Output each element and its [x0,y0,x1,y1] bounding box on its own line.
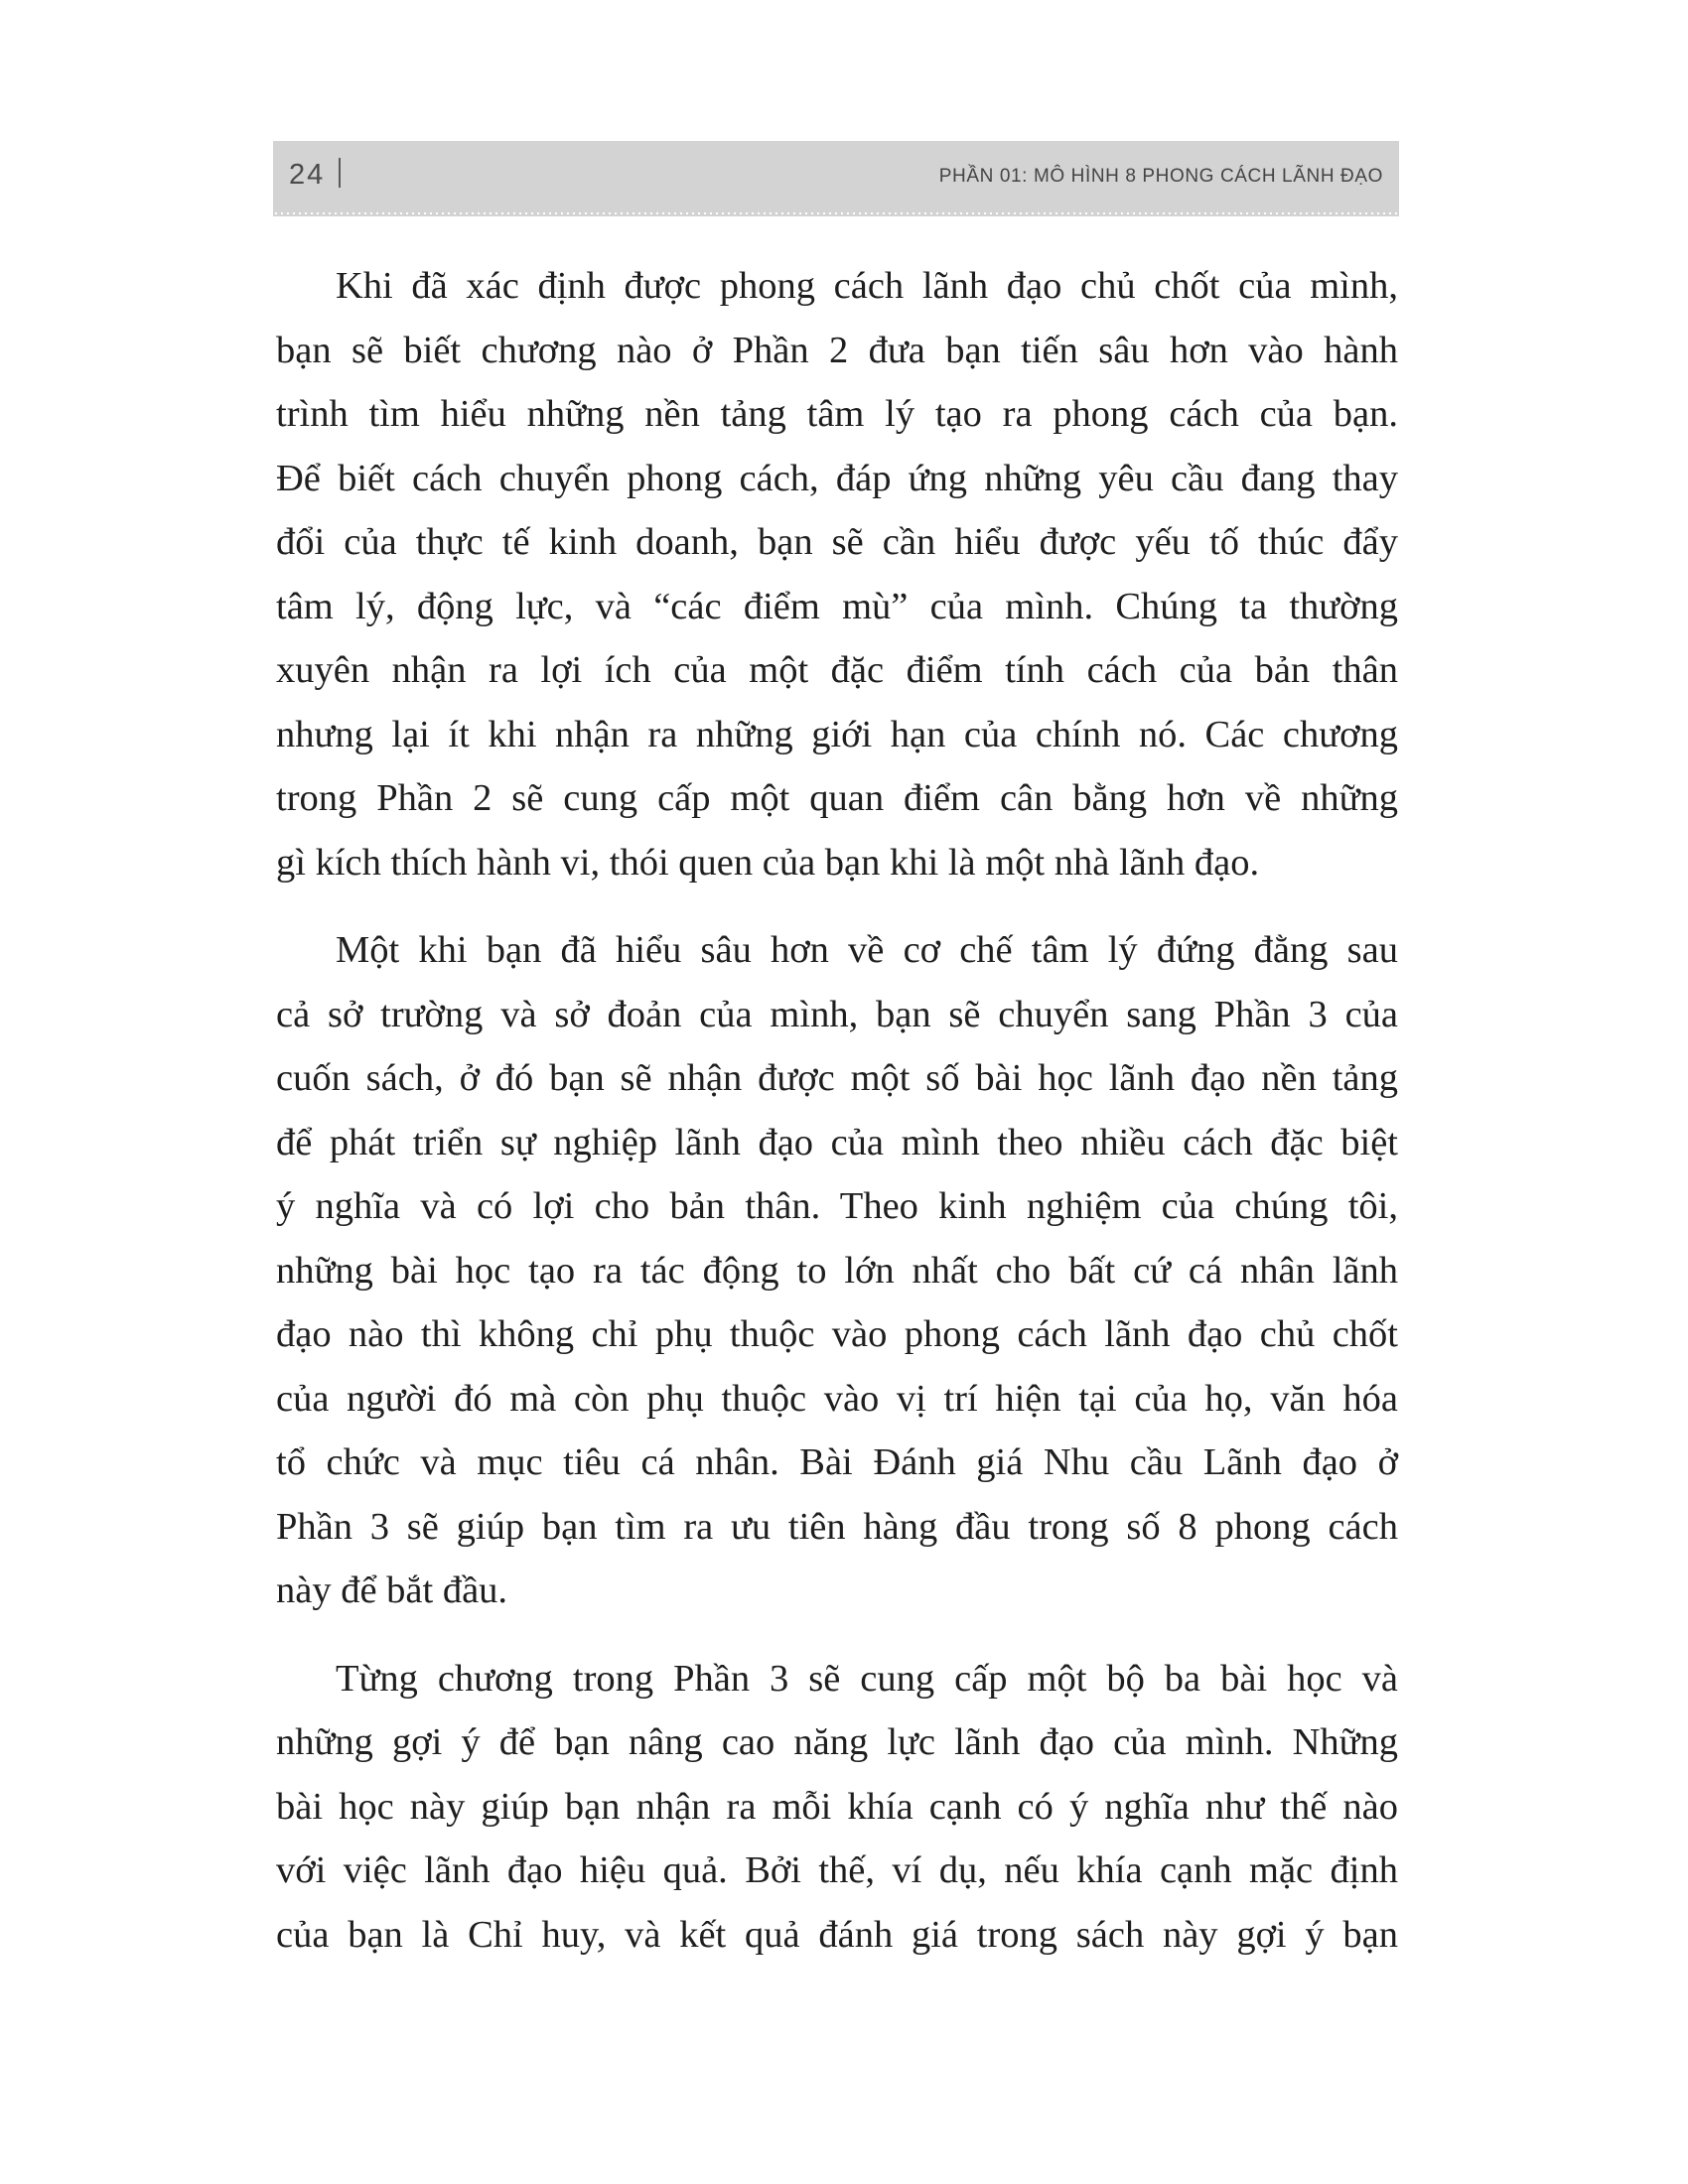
text-line: Để biết cách chuyển phong cách, đáp ứng những yêu cầu đang thay [276,457,1398,499]
text-line: cả sở trường và sở đoản của mình, bạn sẽ chuyển sang Phần 3 của [276,993,1398,1035]
text-line: gì kích thích hành vi, thói quen của bạn khi là một nhà lãnh đạo. [276,841,1260,884]
text-line: đạo nào thì không chỉ phụ thuộc vào phong cách lãnh đạo chủ chốt [276,1313,1398,1355]
text-line: với việc lãnh đạo hiệu quả. Bởi thế, ví dụ, nếu khía cạnh mặc định [276,1849,1398,1891]
text-line: bạn sẽ biết chương nào ở Phần 2 đưa bạn tiến sâu hơn vào hành [276,329,1398,371]
text-line: Từng chương trong Phần 3 sẽ cung cấp một bộ ba bài học và [336,1657,1398,1700]
running-header [273,141,1399,216]
paragraph-2 [276,918,1398,1623]
header-divider [339,158,341,188]
paragraph-1 [276,254,1398,894]
text-line: xuyên nhận ra lợi ích của một đặc điểm tính cách của bản thân [276,649,1398,691]
text-line: cuốn sách, ở đó bạn sẽ nhận được một số bài học lãnh đạo nền tảng [276,1057,1398,1099]
body-text [276,254,1398,1990]
text-line: của người đó mà còn phụ thuộc vào vị trí hiện tại của họ, văn hóa [276,1377,1398,1420]
page-number: 24 [289,159,326,191]
text-line: Phần 3 sẽ giúp bạn tìm ra ưu tiên hàng đầu trong số 8 phong cách [276,1505,1398,1548]
text-line: này để bắt đầu. [276,1570,508,1611]
paragraph-3 [276,1647,1398,1968]
text-line: ý nghĩa và có lợi cho bản thân. Theo kinh nghiệm của chúng tôi, [276,1185,1398,1227]
text-line: nhưng lại ít khi nhận ra những giới hạn của chính nó. Các chương [276,713,1398,755]
text-line: Khi đã xác định được phong cách lãnh đạo chủ chốt của mình, [336,265,1398,307]
text-line: của bạn là Chỉ huy, và kết quả đánh giá trong sách này gợi ý bạn [276,1913,1398,1956]
running-head-title: PHẦN 01: MÔ HÌNH 8 PHONG CÁCH LÃNH ĐẠO [938,166,1383,187]
text-line: tổ chức và mục tiêu cá nhân. Bài Đánh giá Nhu cầu Lãnh đạo ở [276,1441,1398,1483]
text-line: tâm lý, động lực, và “các điểm mù” của mình. Chúng ta thường [276,585,1398,627]
text-line: bài học này giúp bạn nhận ra mỗi khía cạnh có ý nghĩa như thế nào [276,1785,1398,1828]
text-line: trong Phần 2 sẽ cung cấp một quan điểm cân bằng hơn về những [276,777,1398,819]
text-line: những gợi ý để bạn nâng cao năng lực lãnh đạo của mình. Những [276,1721,1398,1763]
text-line: trình tìm hiểu những nền tảng tâm lý tạo ra phong cách của bạn. [276,393,1398,435]
text-line: những bài học tạo ra tác động to lớn nhất cho bất cứ cá nhân lãnh [276,1249,1398,1292]
text-line: đổi của thực tế kinh doanh, bạn sẽ cần hiểu được yếu tố thúc đẩy [276,521,1398,563]
text-line: Một khi bạn đã hiểu sâu hơn về cơ chế tâm lý đứng đằng sau [336,929,1398,971]
text-line: để phát triển sự nghiệp lãnh đạo của mình theo nhiều cách đặc biệt [276,1121,1398,1163]
